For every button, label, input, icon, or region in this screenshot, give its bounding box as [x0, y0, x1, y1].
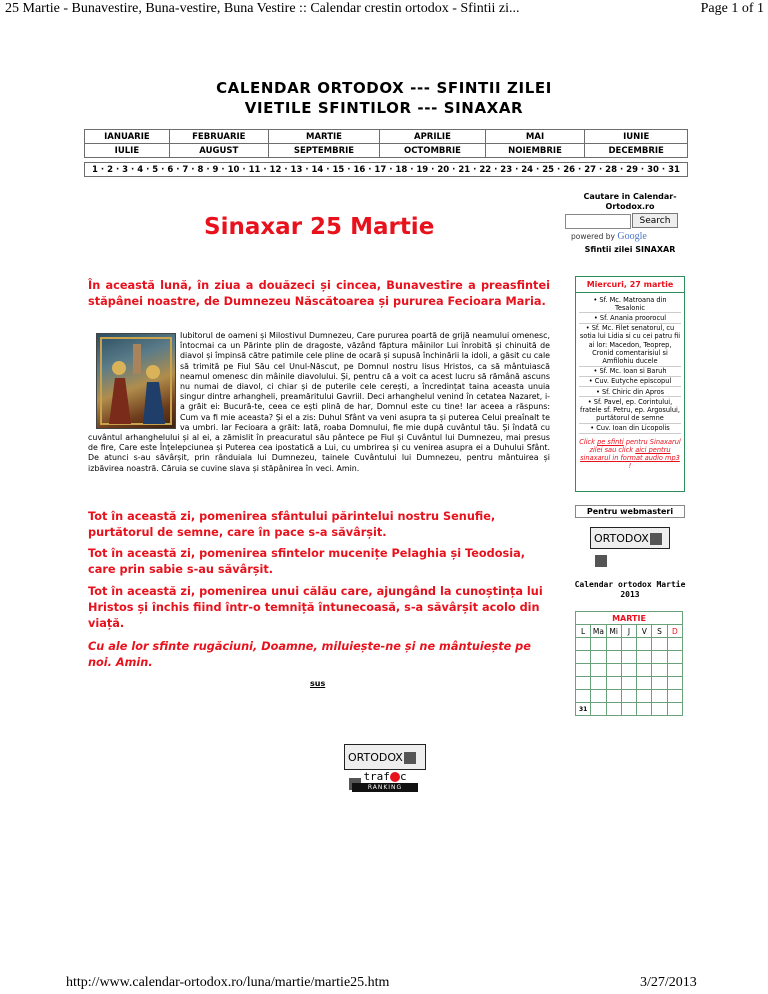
commemoration: Tot în această zi, pomenirea sfintelor mucenițe Pelaghia și Teodosia, care prin sabie s-au săvârșit.: [88, 547, 526, 576]
search-label: Cautare in Calendar-Ortodox.ro: [583, 192, 677, 211]
saint-link: • Sf. Chiric din Apros: [579, 387, 681, 397]
month-link[interactable]: FEBRUARIE: [169, 130, 268, 144]
traffic-dot-icon: [390, 772, 400, 782]
logo-tile-icon: [404, 752, 416, 764]
month-link[interactable]: NOIEMBRIE: [485, 144, 585, 158]
day-links[interactable]: 1 · 2 · 3 · 4 · 5 · 6 · 7 · 8 · 9 · 10 · 11 · 12 · 13 · 14 · 15 · 16 · 17 · 18 · 19 · 20 · 21 · 22 · 23 · 24 · 25 · 26 · 27 · 28 · 29 · 30 · 31: [84, 162, 688, 177]
month-link[interactable]: SEPTEMBRIE: [268, 144, 379, 158]
saints-note: Click pe sfinti pentru Sinaxarul zilei sau click aici pentru sinaxarul in format audio mp3 !: [579, 438, 681, 471]
weekday: V: [637, 625, 652, 638]
saints-link[interactable]: pe sfinti: [597, 438, 624, 447]
weekday: J: [621, 625, 636, 638]
weekday: S: [652, 625, 667, 638]
month-link[interactable]: AUGUST: [169, 144, 268, 158]
weekday: Ma: [591, 625, 606, 638]
feast-intro: În această lună, în ziua a douăzeci și cincea, Bunavestire a preasfintei stăpânei noastre, de Dumnezeu Născătoarea și pururea Fecioara Maria.: [88, 279, 550, 308]
calendar-label: Calendar ortodox Martie 2013: [574, 580, 686, 599]
search-button[interactable]: Search: [632, 213, 678, 228]
month-navigation: [84, 129, 688, 158]
saints-list: [576, 293, 684, 436]
page-header-title: 25 Martie - Bunavestire, Buna-vestire, Buna Vestire :: Calendar crestin ortodox - Sfintii zi...: [5, 1, 520, 16]
month-link[interactable]: OCTOMBRIE: [380, 144, 485, 158]
page-title: Sinaxar 25 Martie: [204, 214, 435, 240]
saint-link: • Cuv. Eutyche episcopul: [579, 377, 681, 387]
weekday: L: [576, 625, 591, 638]
logo-tile-icon: [650, 533, 662, 545]
webmasters-label[interactable]: Pentru webmasteri: [575, 505, 685, 518]
month-link[interactable]: MAI: [485, 130, 585, 144]
page-number: Page 1 of 1: [700, 1, 764, 16]
audio-link[interactable]: aici pentru sinaxarul in format audio mp3: [580, 446, 680, 463]
traffic-ranking-badge[interactable]: [344, 744, 426, 794]
weekday: D: [667, 625, 682, 638]
synaxarion-text: [88, 331, 550, 474]
saint-link: • Cuv. Ioan din Licopolis: [579, 424, 681, 434]
commemoration: Tot în această zi, pomenirea sfântului părintelui nostru Senufie, purtătorul de semne, care în pace s-a săvârșit.: [88, 510, 496, 539]
powered-by-google: powered by Google: [571, 231, 647, 242]
back-to-top-link[interactable]: sus: [310, 679, 326, 688]
saint-link: • Sf. Anania proorocul: [579, 313, 681, 323]
ortodox-logo: ORTODOX: [344, 744, 426, 770]
ranking-label: RANKING: [352, 783, 418, 792]
month-row: [85, 144, 688, 158]
saints-of-day-label: Sfintii zilei SINAXAR: [584, 245, 676, 254]
search-input[interactable]: [565, 214, 631, 229]
month-link[interactable]: IUNIE: [585, 130, 688, 144]
month-calendar: [575, 611, 683, 716]
calendar-day[interactable]: 31: [576, 703, 591, 716]
page-url: http://www.calendar-ortodox.ro/luna/martie/martie25.htm: [66, 975, 390, 990]
saints-of-day-box: [575, 276, 685, 492]
month-link[interactable]: APRILIE: [380, 130, 485, 144]
weekday: Mi: [606, 625, 621, 638]
month-link[interactable]: MARTIE: [268, 130, 379, 144]
calendar-month: MARTIE: [576, 612, 683, 625]
pdf-page-header: [0, 0, 768, 22]
month-link[interactable]: IULIE: [85, 144, 170, 158]
month-link[interactable]: IANUARIE: [85, 130, 170, 144]
logo-tile-icon: [595, 555, 607, 567]
saint-link: • Sf. Mc. Matroana din Tesalonic: [579, 295, 681, 313]
saint-link: • Sf. Mc. Ioan si Baruh: [579, 367, 681, 377]
closing-prayer: Cu ale lor sfinte rugăciuni, Doamne, miluiește-ne și ne mântuiește pe noi. Amin.: [88, 640, 531, 669]
saints-date: Miercuri, 27 martie: [576, 277, 684, 293]
month-row: [85, 130, 688, 144]
print-date: 3/27/2013: [640, 975, 697, 990]
site-title-line2: VIETILE SFINTILOR --- SINAXAR: [244, 99, 524, 117]
ortodox-small-logo[interactable]: ORTODOX: [590, 527, 670, 549]
traffic-label: traf c: [363, 770, 407, 783]
month-link[interactable]: DECEMBRIE: [585, 144, 688, 158]
body-paragraph: Iubitorul de oameni și Milostivul Dumnezeu, Care pururea poartă de grijă neamului omenesc, întocmai ca un Părinte plin de dragoste, văzând făptura mâinilor Lui înrobită și chinuită de diavol și împinsă către patimile cele pline de ocară și supusă închinării la idoli, a găsit cu cale să trimită pe Fiul Său cel Unul-Născut, pe Domnul nostru Iisus Hristos, ca să mântuiască neamul omenesc din mâinile diavolului. Și, pentru că a voit ca acest lucru să rămână ascuns nu numai de diavol, ci chiar și de puterile cele cerești, a încredințat taina aceasta unuia singur dintre arhangheli, preamăritului Gavriil. Deci arhanghelul venind în cetatea Nazaret, i-a grăit ei: Bucură-te, ceea ce ești plină de har, Domnul este cu tine! Iar aceea a răspuns: Cum va fi mie aceasta? Și el a zis: Duhul Sfânt va veni asupra ta și puterea Celui preaînalt te va umbri. Iar Fecioara a grăit: Iată, roaba Domnului, fie mie după cuvântul tău. Și îndată cu cuvântul arhanghelului și al ei, a zămislit în preacuratul său pântece pe Fiul și Cuvântul lui Dumnezeu, mai presus de fire, Care este Înțelepciunea și Puterea cea ipostatică a Lui, cu umbrirea și cu venirea asupra ei a Duhului Sfânt. De atunci s-au săvârșit, prin rânduiala lui Dumnezeu, tainele Cuvântului lui Dumnezeu, pentru mântuirea și izbăvirea noastră. Căruia se cuvine slava și stăpânirea în veci. Amin.: [88, 331, 550, 473]
site-title-line1: CALENDAR ORTODOX --- SFINTII ZILEI: [216, 79, 552, 97]
commemoration: Tot în această zi, pomenirea unui călău care, ajungând la cunoștința lui Hristos și închis fiind într-o temniță întunecoasă, s-a săvârșit acolo din viață.: [88, 585, 543, 630]
saint-link: • Sf. Mc. Filet senatorul, cu sotia lui Lidia si cu cei patru fii ai lor: Macedon, Teoprep, Cronid comentarisiul si Amfilohiu ducele: [579, 324, 681, 365]
saint-link: • Sf. Pavel, ep. Corintului, fratele sf. Petru, ep. Argosului, purtătorul de semne: [580, 397, 680, 423]
